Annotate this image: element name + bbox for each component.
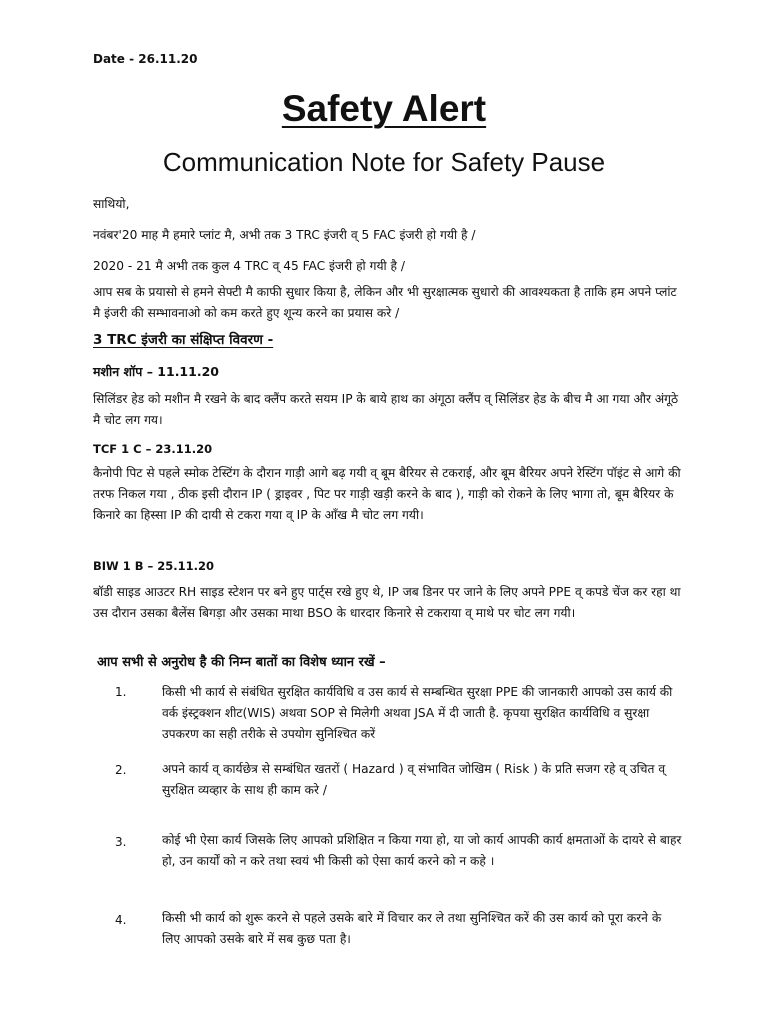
point-4-number: 4. — [115, 913, 127, 927]
page-subtitle: Communication Note for Safety Pause — [162, 147, 606, 177]
point-2-number: 2. — [115, 763, 127, 777]
incident-3-description: बॉडी साइड आउटर RH साइड स्टेशन पर बने हुए पार्ट्स रखे हुए थे, IP जब डिनर पर जाने के लिए अपने PPE व् कपडे चेंज कर रहा था उस दौरान उसका बैलेंस बिगड़ा और उसका माथा BSO के धारदार किनारे से टकराया व् माथे पर चोट लग गयी। — [93, 585, 681, 620]
request-heading: आप सभी से अनुरोध है की निम्न बातों का विशेष ध्यान रखें – — [97, 655, 386, 670]
incident-3-location: BIW 1 B – 25.11.20 — [93, 559, 215, 573]
greeting: साथियो, — [93, 197, 130, 211]
intro-line-2: 2020 - 21 मै अभी तक कुल 4 TRC व् 45 FAC इंजरी हो गयी है / — [93, 259, 405, 273]
point-4-text: किसी भी कार्य को शुरू करने से पहले उसके बारे में विचार कर ले तथा सुनिश्चित करें की उस कार्य को पूरा करने के लिए आपको उसके बारे में सब कुछ पता है। — [162, 911, 662, 946]
point-2-text: अपने कार्य व् कार्यछेत्र से सम्बंधित खतरों ( Hazard ) व् संभावित जोखिम ( Risk ) के प्रति सजग रहे व् उचित व् सुरक्षित व्यव्हार के साथ ही काम करे / — [162, 762, 666, 797]
summary-heading: 3 TRC इंजरी का संक्षिप्त विवरण - — [93, 332, 274, 348]
point-1-text: किसी भी कार्य से संबंधित सुरक्षित कार्यविधि व उस कार्य से सम्बन्धित सुरक्षा PPE की जानकारी आपको उस कार्य की वर्क इंस्ट्रक्शन शीट(WIS) अथवा SOP से मिलेगी अथवा JSA में दी जाती है. कृपया सुरक्षित कार्यविधि व सुरक्षा उपकरण का सही तरीके से उपयोग सुनिश्चित करें — [162, 685, 673, 741]
incident-2-description: कैनोपी पिट से पहले स्मोक टेस्टिंग के दौरान गाड़ी आगे बढ़ गयी व् बूम बैरियर से टकराई, और बूम बैरियर अपने रेस्टिंग पॉइंट से आगे की तरफ निकल गया , ठीक इसी दौरान IP ( ड्राइवर , पिट पर गाड़ी खड़ी करने के बाद ), गाड़ी को रोकने के लिए भागा तो, बूम बैरियर के किनारे का हिस्सा IP की दायी से टकरा गया व् IP के आँख मै चोट लग गयी। — [93, 466, 681, 522]
title-text: Safety Alert — [281, 88, 487, 129]
point-3-text: कोई भी ऐसा कार्य जिसके लिए आपको प्रशिक्षित न किया गया हो, या जो कार्य आपकी कार्य क्षमताओं के दायरे से बाहर हो, उन कार्यों को न करे तथा स्वयं भी किसी को ऐसा कार्य करने को न कहे । — [162, 833, 682, 868]
incident-1-description: सिलिंडर हेड को मशीन मै रखने के बाद क्लैंप करते सयम IP के बाये हाथ का अंगूठा क्लैंप व् सिलिंडर हेड के बीच मै आ गया और अंगूठे मै चोट लग गय। — [93, 392, 679, 427]
intro-line-1: नवंबर'20 माह मै हमारे प्लांट मै, अभी तक 3 TRC इंजरी व् 5 FAC इंजरी हो गयी है / — [93, 228, 476, 242]
date-label: Date - 26.11.20 — [93, 52, 198, 66]
intro-paragraph: आप सब के प्रयासो से हमने सेफ्टी मै काफी सुधार किया है, लेकिन और भी सुरक्षात्मक सुधारो की आवश्यकता है ताकि हम अपने प्लांट मै इंजरी की सम्भावनाओ को कम करते हुए शून्य करने का प्रयास करे / — [93, 285, 677, 320]
incident-1-location: मशीन शॉप – 11.11.20 — [93, 364, 219, 379]
point-3-number: 3. — [115, 835, 127, 849]
point-1-number: 1. — [115, 685, 127, 699]
page-title — [0, 88, 768, 130]
incident-2-location: TCF 1 C – 23.11.20 — [93, 442, 213, 456]
